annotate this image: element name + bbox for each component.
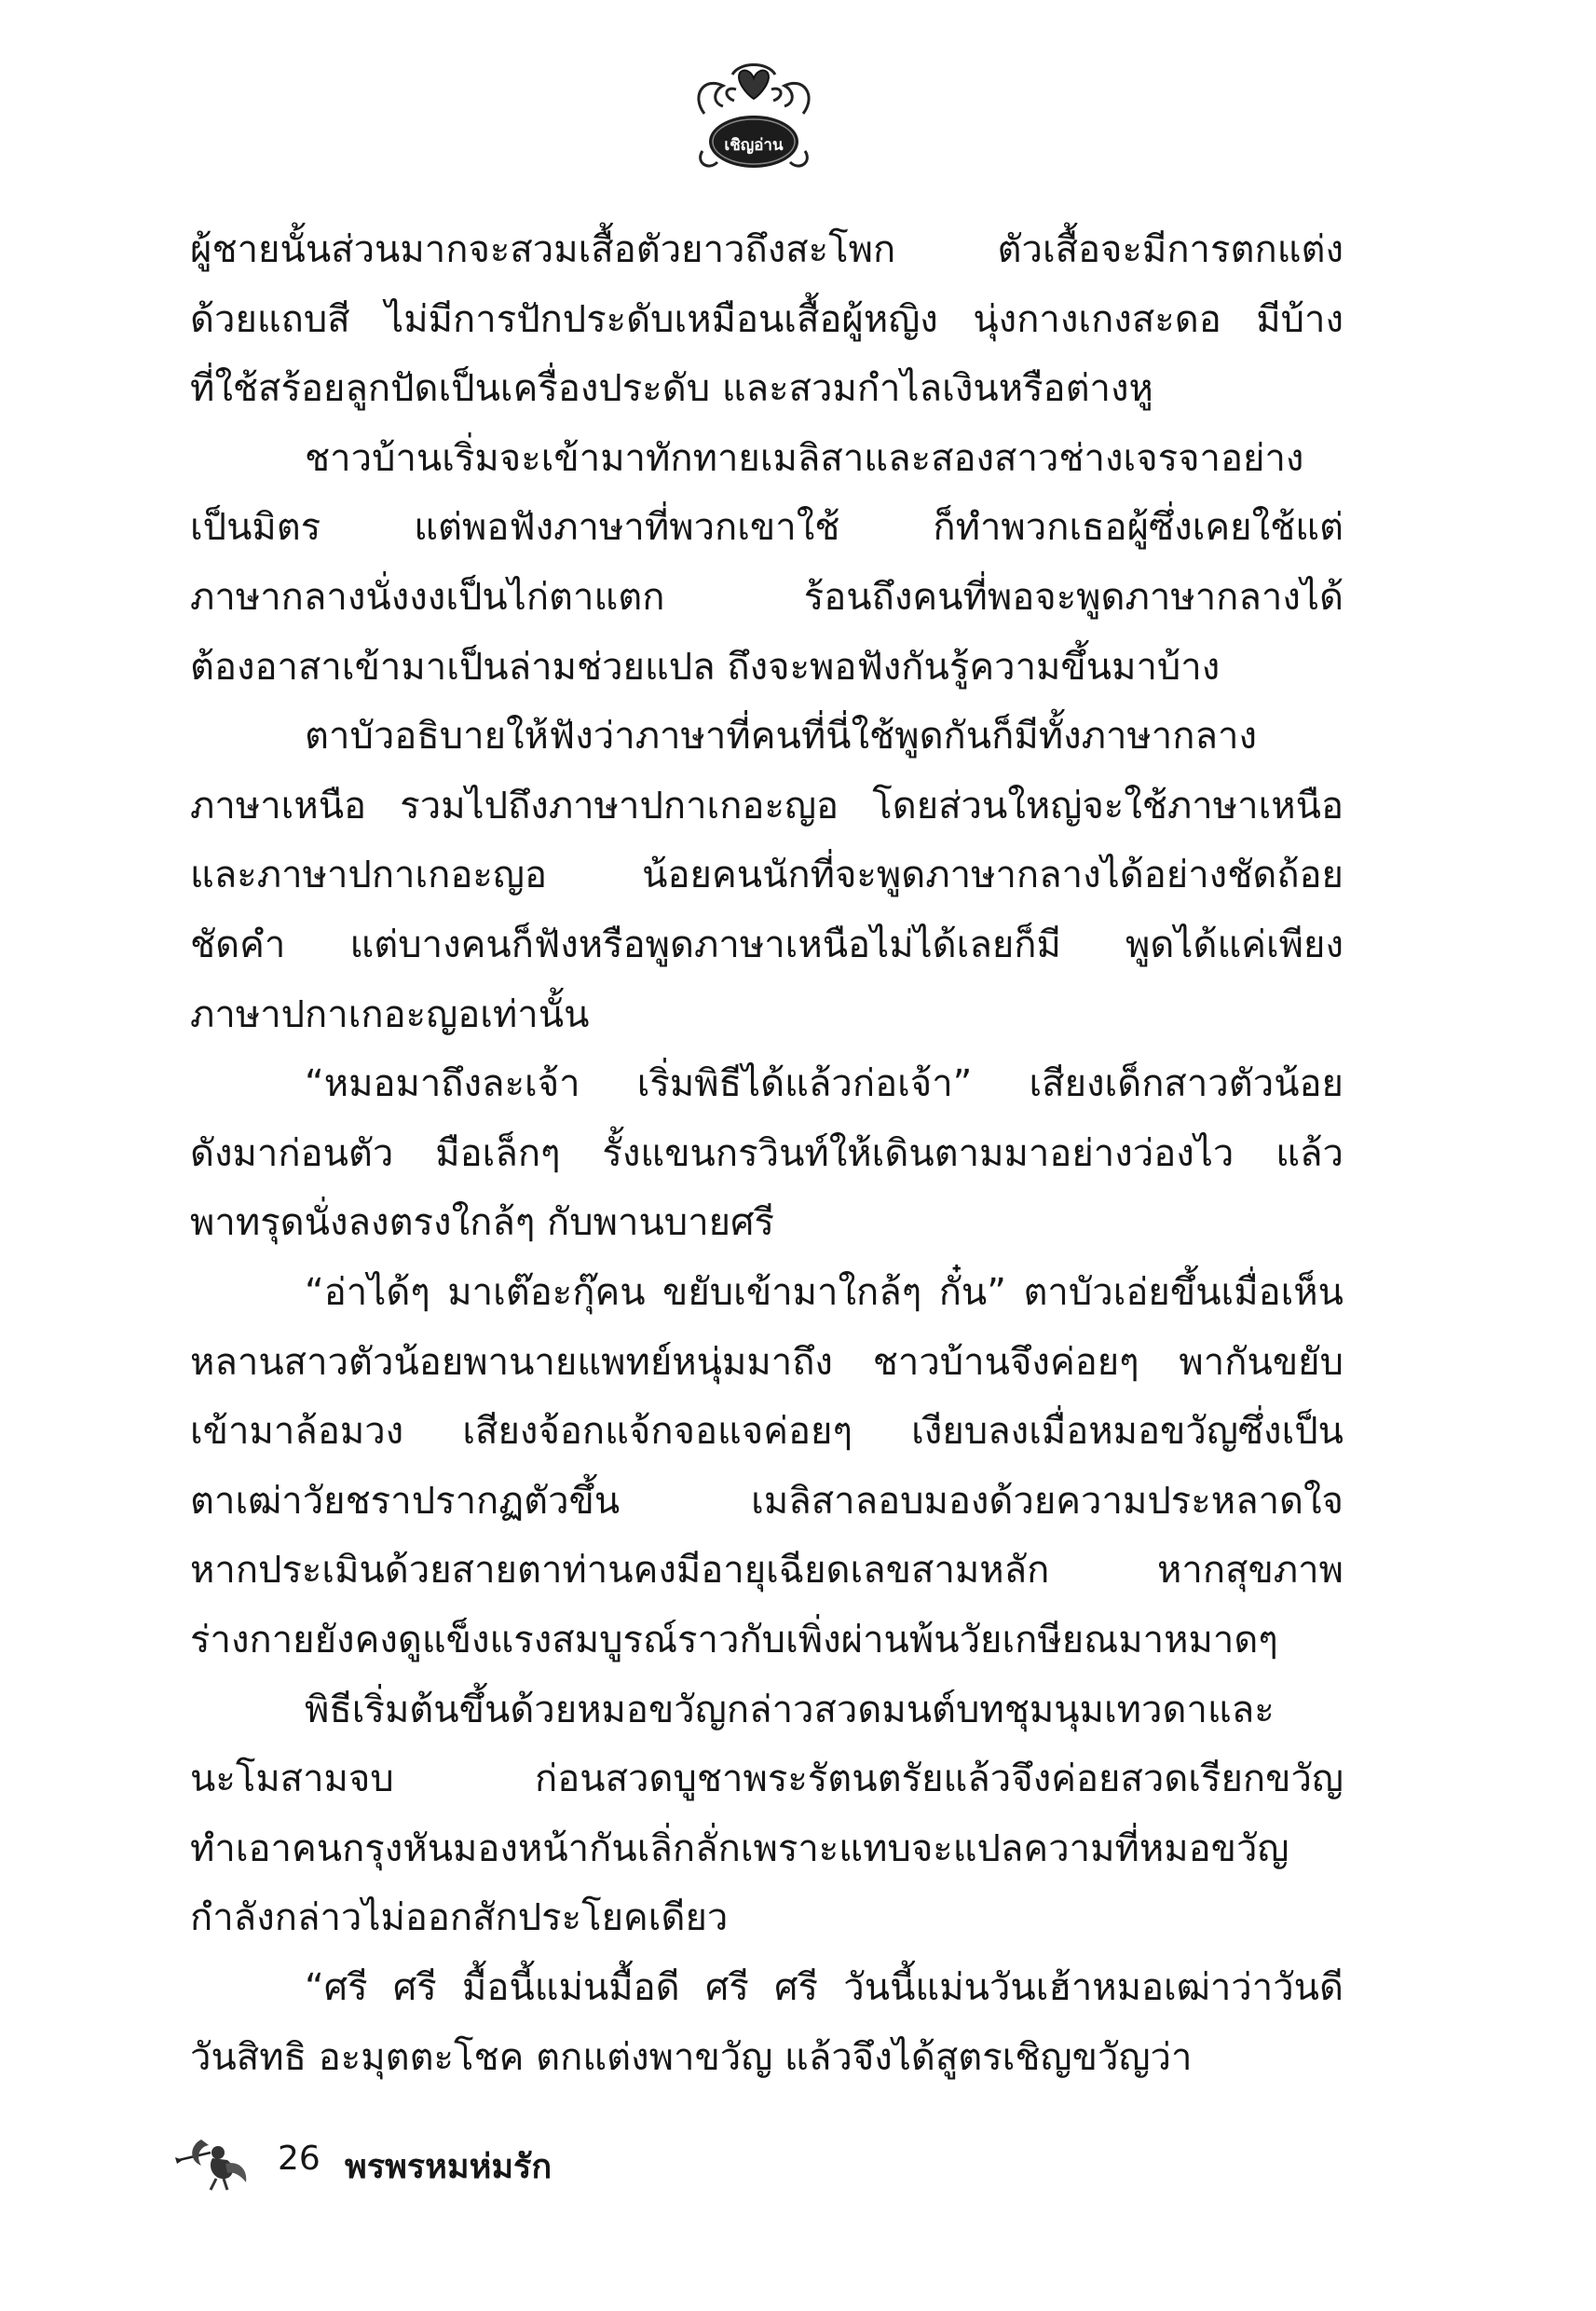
text-line: ชาวบ้านเริ่มจะเข้ามาทักทายเมลิสาและสองสาวช่างเจรจาอย่าง bbox=[305, 436, 1304, 480]
emblem-text: เชิญอ่าน bbox=[724, 136, 784, 155]
page-number: 26 bbox=[278, 2140, 321, 2178]
text-line: ตาเฒ่าวัยชราปรากฏตัวขึ้น เมลิสาลอบมองด้วยความประหลาดใจ bbox=[190, 1479, 1344, 1523]
text-line: ที่ใช้สร้อยลูกปัดเป็นเครื่องประดับ และสวมกำไลเงินหรือต่างหู bbox=[190, 367, 1153, 411]
text-line: เป็นมิตร แต่พอฟังภาษาที่พวกเขาใช้ ก็ทำพวกเธอผู้ซึ่งเคยใช้แต่ bbox=[190, 506, 1344, 550]
text-line: ภาษาเหนือ รวมไปถึงภาษาปกาเกอะญอ โดยส่วนใหญ่จะใช้ภาษาเหนือ bbox=[190, 784, 1344, 827]
cupid-icon bbox=[173, 2132, 252, 2192]
text-line: ตาบัวอธิบายให้ฟังว่าภาษาที่คนที่นี่ใช้พูดกันก็มีทั้งภาษากลาง bbox=[305, 715, 1257, 759]
text-line: หลานสาวตัวน้อยพานายแพทย์หนุ่มมาถึง ชาวบ้านจึงค่อยๆ พากันขยับ bbox=[190, 1340, 1344, 1384]
ornamental-scroll-emblem-icon bbox=[686, 58, 822, 175]
text-line: เข้ามาล้อมวง เสียงจ้อกแจ้กจอแจค่อยๆ เงียบลงเมื่อหมอขวัญซึ่งเป็น bbox=[190, 1410, 1344, 1454]
header-emblem bbox=[686, 58, 822, 175]
text-line: ร่างกายยังคงดูแข็งแรงสมบูรณ์ราวกับเพิ่งผ่านพ้นวัยเกษียณมาหมาดๆ bbox=[190, 1619, 1278, 1661]
text-line: ภาษาปกาเกอะญอเท่านั้น bbox=[190, 992, 590, 1036]
text-line: พาทรุดนั่งลงตรงใกล้ๆ กับพานบายศรี bbox=[190, 1201, 774, 1245]
text-line: นะโมสามจบ ก่อนสวดบูชาพระรัตนตรัยแล้วจึงค่อยสวดเรียกขวัญ bbox=[190, 1757, 1344, 1801]
text-line: ภาษากลางนั่งงงเป็นไก่ตาแตก ร้อนถึงคนที่พอจะพูดภาษากลางได้ bbox=[190, 576, 1344, 619]
text-line: “อ่าได้ๆ มาเต๊อะกุ๊คน ขยับเข้ามาใกล้ๆ กั๋น” ตาบัวเอ่ยขึ้นเมื่อเห็น bbox=[305, 1271, 1344, 1314]
text-line: พิธีเริ่มต้นขึ้นด้วยหมอขวัญกล่าวสวดมนต์บทชุมนุมเทวดาและ bbox=[305, 1688, 1275, 1731]
text-line: ทำเอาคนกรุงหันมองหน้ากันเลิ่กลั่กเพราะแทบจะแปลความที่หมอขวัญ bbox=[190, 1826, 1289, 1870]
book-title: พรพรหมห่มรัก bbox=[345, 2148, 552, 2186]
text-line: ชัดคำ แต่บางคนก็ฟังหรือพูดภาษาเหนือไม่ได้เลยก็มี พูดได้แค่เพียง bbox=[190, 923, 1344, 966]
text-line: ต้องอาสาเข้ามาเป็นล่ามช่วยแปล ถึงจะพอฟังกันรู้ความขึ้นมาบ้าง bbox=[190, 645, 1221, 689]
text-line: “หมอมาถึงละเจ้า เริ่มพิธีได้แล้วก่อเจ้า” เสียงเด็กสาวตัวน้อย bbox=[305, 1062, 1344, 1106]
text-line: ดังมาก่อนตัว มือเล็กๆ รั้งแขนกรวินท์ให้เดินตามมาอย่างว่องไว แล้ว bbox=[190, 1131, 1344, 1175]
text-line: หากประเมินด้วยสายตาท่านคงมีอายุเฉียดเลขสามหลัก หากสุขภาพ bbox=[190, 1549, 1344, 1593]
text-line: ด้วยแถบสี ไม่มีการปักประดับเหมือนเสื้อผู้หญิง นุ่งกางเกงสะดอ มีบ้าง bbox=[190, 297, 1344, 341]
text-line: “ศรี ศรี มื้อนี้แม่นมื้อดี ศรี ศรี วันนี้แม่นวันเฮ้าหมอเฒ่าว่าวันดี bbox=[305, 1966, 1344, 2009]
page-footer bbox=[173, 2132, 825, 2188]
text-line: ผู้ชายนั้นส่วนมากจะสวมเสื้อตัวยาวถึงสะโพก ตัวเสื้อจะมีการตกแต่ง bbox=[190, 228, 1344, 271]
text-line: และภาษาปกาเกอะญอ น้อยคนนักที่จะพูดภาษากลางได้อย่างชัดถ้อย bbox=[190, 854, 1344, 897]
text-line: วันสิทธิ อะมุตตะโชค ตกแต่งพาขวัญ แล้วจึงได้สูตรเชิญขวัญว่า bbox=[190, 2035, 1193, 2079]
text-line: กำลังกล่าวไม่ออกสักประโยคเดียว bbox=[190, 1896, 729, 1940]
